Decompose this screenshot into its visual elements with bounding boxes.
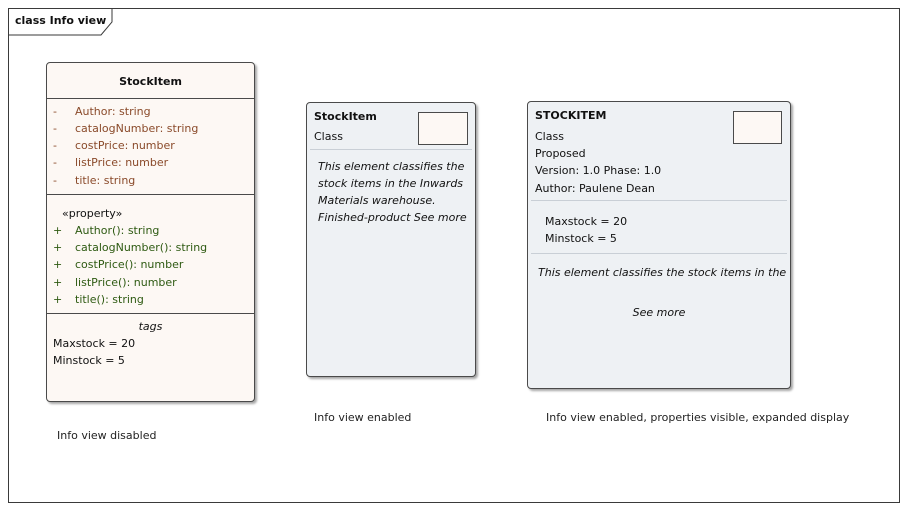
- operation-listprice[interactable]: listPrice(): number: [75, 276, 177, 289]
- operation-title[interactable]: title(): string: [75, 293, 144, 306]
- attribute-visibility: -: [53, 156, 57, 169]
- attribute-visibility: -: [53, 139, 57, 152]
- class-name: StockItem: [314, 110, 377, 123]
- tag-value: Minstock = 5: [545, 232, 617, 245]
- class-element-stockitem-expanded[interactable]: [527, 101, 791, 389]
- element-type: Class: [314, 130, 343, 143]
- class-name: STOCKITEM: [535, 109, 607, 122]
- caption-info-view-disabled: Info view disabled: [57, 429, 157, 442]
- operation-catalognumber[interactable]: catalogNumber(): string: [75, 241, 208, 254]
- element-status: Proposed: [535, 147, 586, 160]
- operation-visibility: +: [53, 241, 63, 254]
- compartment-separator: [47, 313, 254, 314]
- class-shape-icon: [733, 111, 782, 144]
- attribute-author[interactable]: Author: string: [75, 105, 151, 118]
- attribute-visibility: -: [53, 122, 57, 135]
- caption-info-view-expanded: Info view enabled, properties visible, expanded display: [546, 411, 850, 424]
- see-more-link[interactable]: See more: [632, 306, 686, 319]
- element-version: Version: 1.0 Phase: 1.0: [535, 164, 662, 177]
- class-element-stockitem-info[interactable]: [306, 102, 476, 377]
- operation-visibility: +: [53, 276, 63, 289]
- operation-visibility: +: [53, 258, 63, 271]
- compartment-separator: [531, 200, 787, 201]
- note-line: stock items in the Inwards: [318, 177, 464, 190]
- attribute-visibility: -: [53, 174, 57, 187]
- caption-info-view-enabled: Info view enabled: [314, 411, 412, 424]
- operation-author[interactable]: Author(): string: [75, 224, 160, 237]
- note-line: Materials warehouse.: [318, 194, 436, 207]
- tags-header: tags: [138, 320, 163, 333]
- attribute-visibility: -: [53, 105, 57, 118]
- note-line: This element classifies the: [318, 160, 465, 173]
- attribute-listprice[interactable]: listPrice: number: [75, 156, 169, 169]
- frame-title: class Info view: [15, 14, 107, 27]
- class-name: StockItem: [119, 75, 182, 88]
- attribute-title[interactable]: title: string: [75, 174, 136, 187]
- tag-value: Maxstock = 20: [53, 337, 136, 350]
- class-shape-icon: [418, 112, 468, 145]
- operation-visibility: +: [53, 224, 63, 237]
- element-author: Author: Paulene Dean: [535, 182, 655, 195]
- attribute-costprice[interactable]: costPrice: number: [75, 139, 175, 152]
- element-notes: This element classifies the stock items in the: [538, 266, 787, 279]
- tag-value: Minstock = 5: [53, 354, 125, 367]
- stereotype-label: «property»: [62, 207, 123, 220]
- compartment-separator: [47, 98, 254, 99]
- compartment-separator: [531, 253, 787, 254]
- operation-costprice[interactable]: costPrice(): number: [75, 258, 184, 271]
- element-notes: [318, 158, 473, 226]
- element-type: Class: [535, 130, 564, 143]
- note-line: Finished-product See more: [318, 211, 467, 224]
- compartment-separator: [47, 194, 254, 195]
- tag-value: Maxstock = 20: [545, 215, 628, 228]
- compartment-separator: [310, 149, 472, 150]
- attribute-catalognumber[interactable]: catalogNumber: string: [75, 122, 199, 135]
- class-element-stockitem-disabled[interactable]: [46, 62, 255, 402]
- operation-visibility: +: [53, 293, 63, 306]
